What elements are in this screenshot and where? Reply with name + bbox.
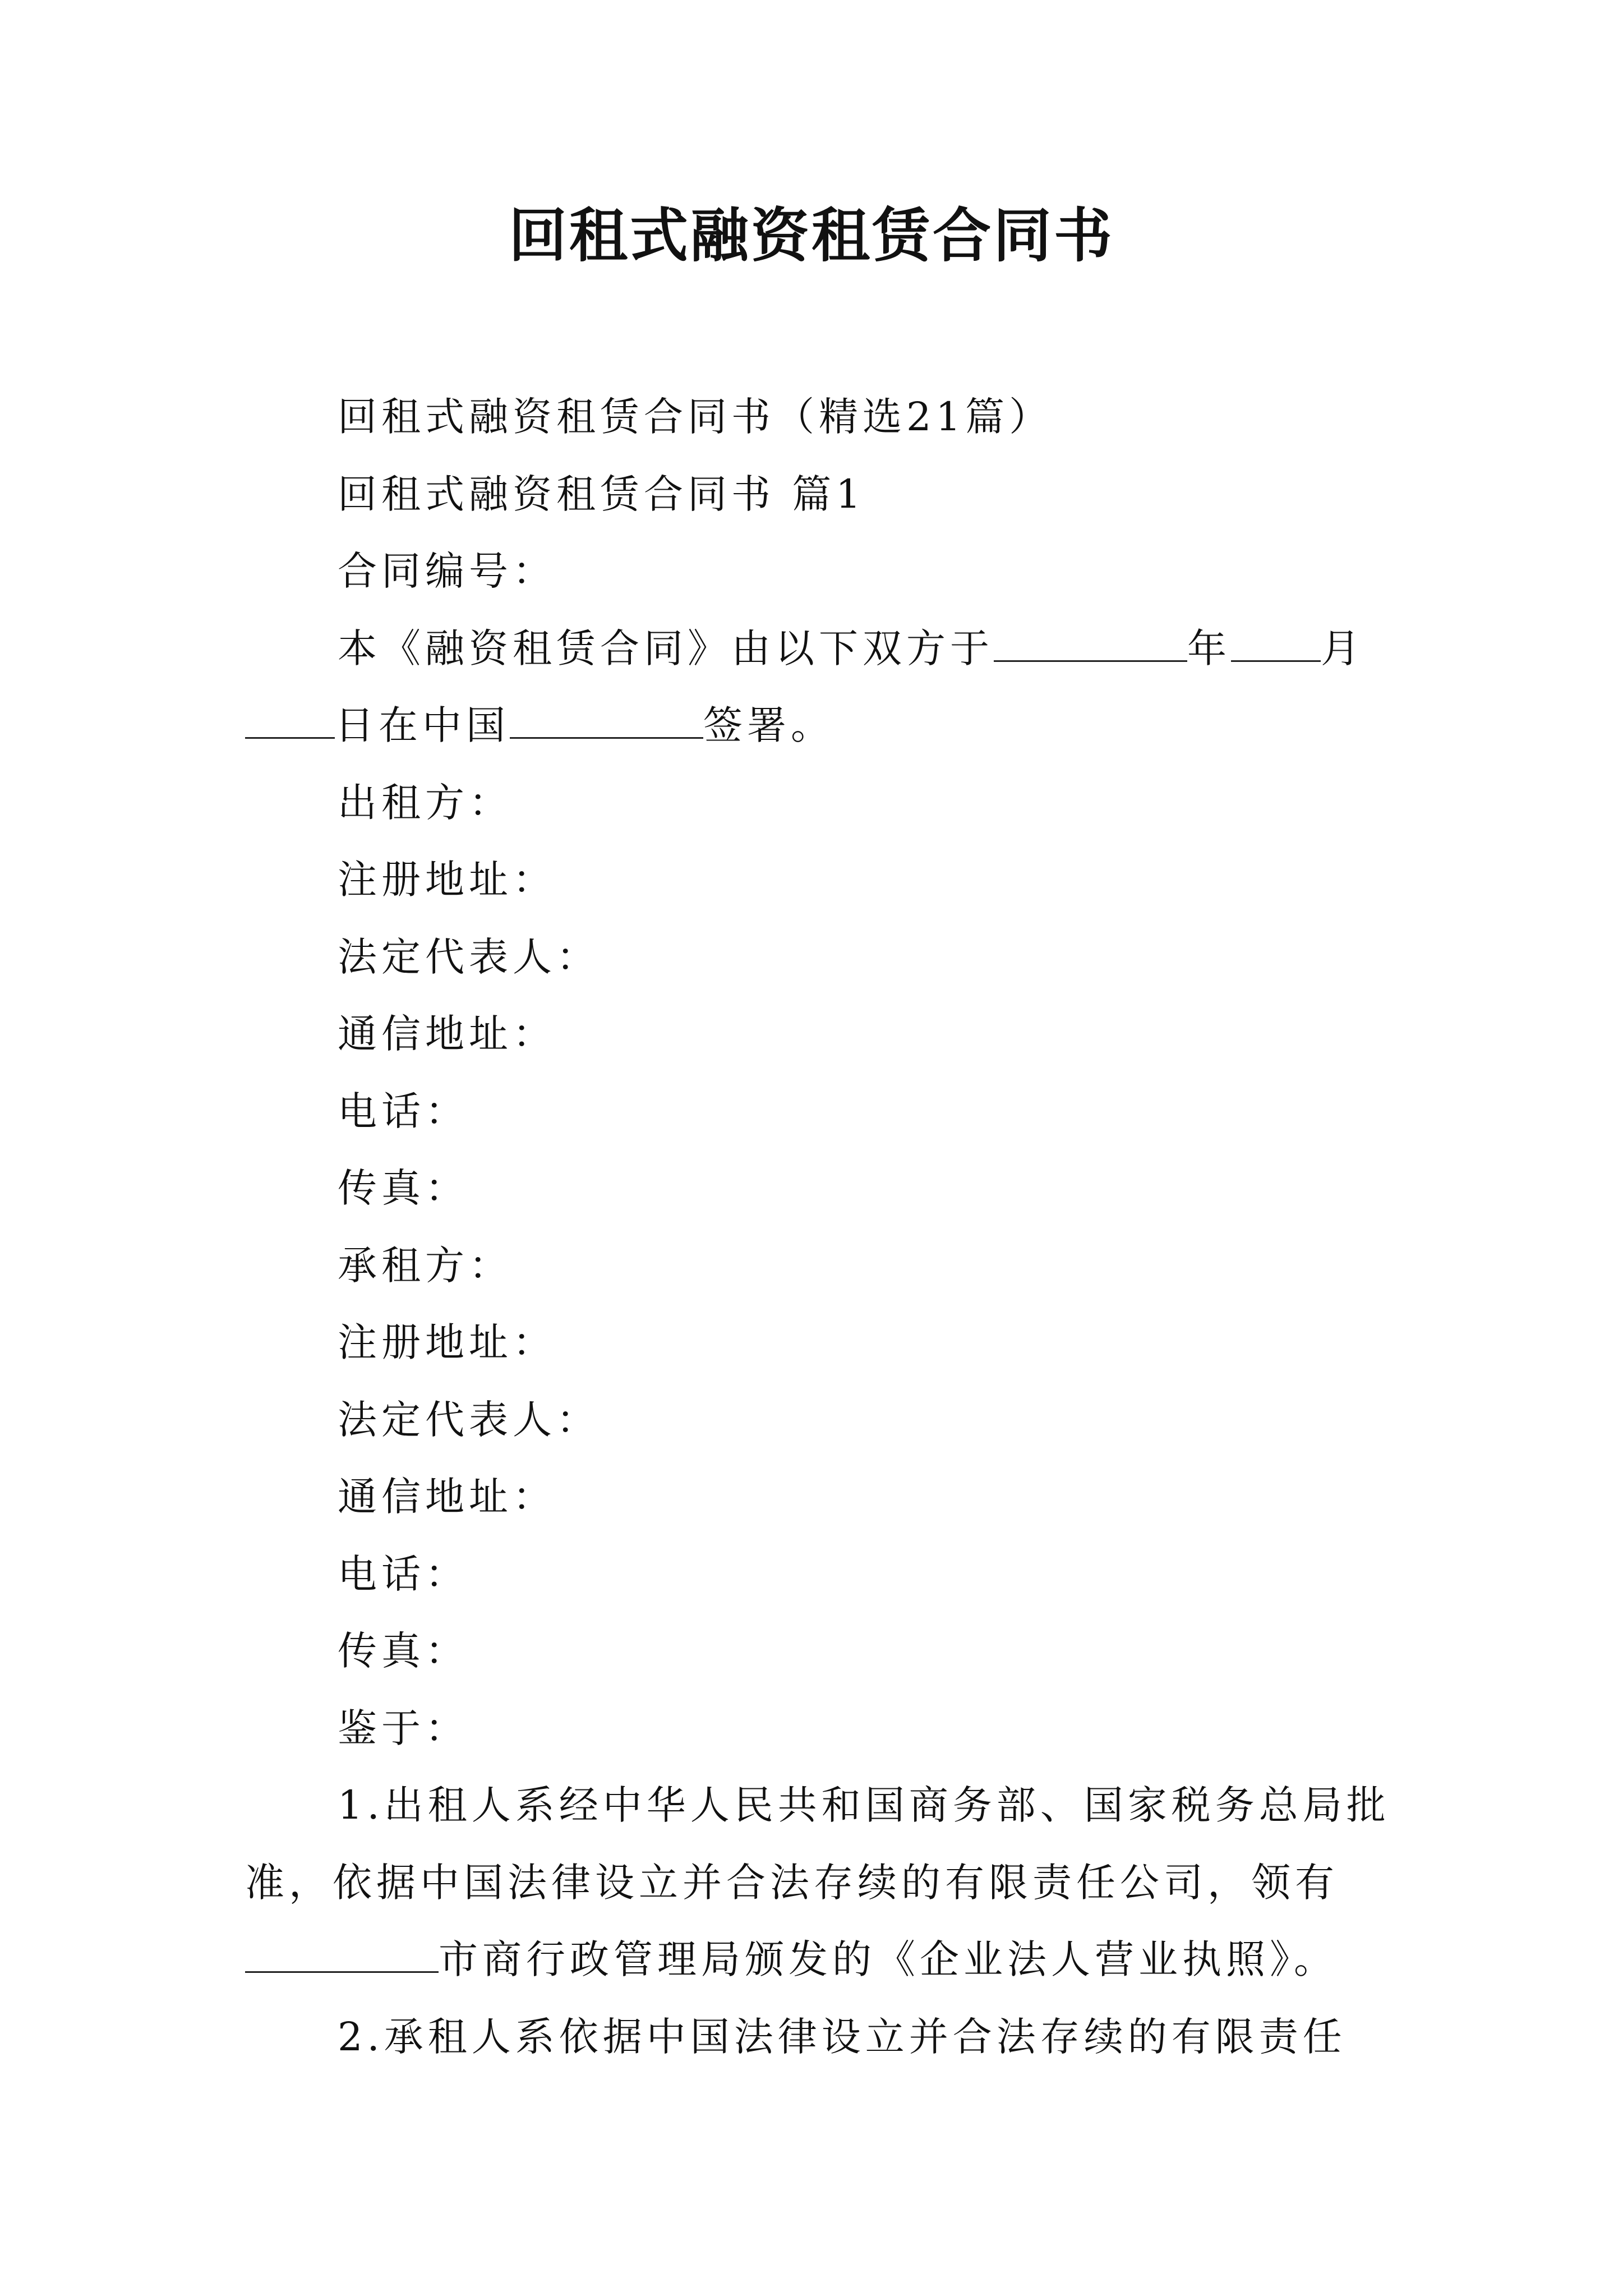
month-blank <box>1231 623 1321 662</box>
intro-text-1: 本《融资租赁合同》由以下双方于 <box>338 625 994 671</box>
lessor-address: 注册地址： <box>338 857 556 903</box>
year-label: 年 <box>1187 625 1231 671</box>
whereas-label: 鉴于： <box>338 1705 469 1751</box>
lessor-fax: 传真： <box>338 1165 469 1211</box>
document-body <box>245 379 1390 2076</box>
year-blank <box>994 623 1187 662</box>
intro-text-2: 日在中国 <box>335 702 510 748</box>
clause-1-line-1: 1.出租人系经中华人民共和国商务部、国家税务总局批 <box>338 1782 1390 1828</box>
intro-line-2 <box>245 687 1384 765</box>
clause-1-line-3 <box>245 1921 1384 1999</box>
document-title: 回租式融资租赁合同书 <box>508 201 1114 270</box>
city-blank <box>245 1934 439 1973</box>
lessor-legal-rep: 法定代表人： <box>338 933 600 980</box>
clause-1-line-3-text: 市商行政管理局颁发的《企业法人营业执照》。 <box>439 1936 1338 1982</box>
lessor-label: 出租方： <box>338 779 513 826</box>
lessee-address: 注册地址： <box>338 1319 556 1365</box>
lessee-phone: 电话： <box>338 1550 469 1597</box>
clause-2-line-1: 2.承租人系依据中国法律设立并合法存续的有限责任 <box>338 2013 1347 2060</box>
document-subtitle: 回租式融资租赁合同书（精选21篇） <box>338 394 1053 440</box>
contract-number-label: 合同编号： <box>338 548 556 594</box>
place-blank <box>510 700 703 739</box>
lessee-label: 承租方： <box>338 1242 513 1289</box>
month-label: 月 <box>1321 625 1364 671</box>
lessee-fax: 传真： <box>338 1628 469 1674</box>
section-heading: 回租式融资租赁合同书 篇1 <box>338 471 865 517</box>
day-blank <box>245 700 335 739</box>
lessee-legal-rep: 法定代表人： <box>338 1396 600 1443</box>
lessor-phone: 电话： <box>338 1088 469 1134</box>
lessor-mail-address: 通信地址： <box>338 1011 556 1057</box>
clause-1-line-2: 准，依据中国法律设立并合法存续的有限责任公司，领有 <box>245 1859 1339 1906</box>
intro-line-1 <box>245 610 1384 688</box>
intro-text-3: 签署。 <box>703 702 834 748</box>
lessee-mail-address: 通信地址： <box>338 1474 556 1520</box>
